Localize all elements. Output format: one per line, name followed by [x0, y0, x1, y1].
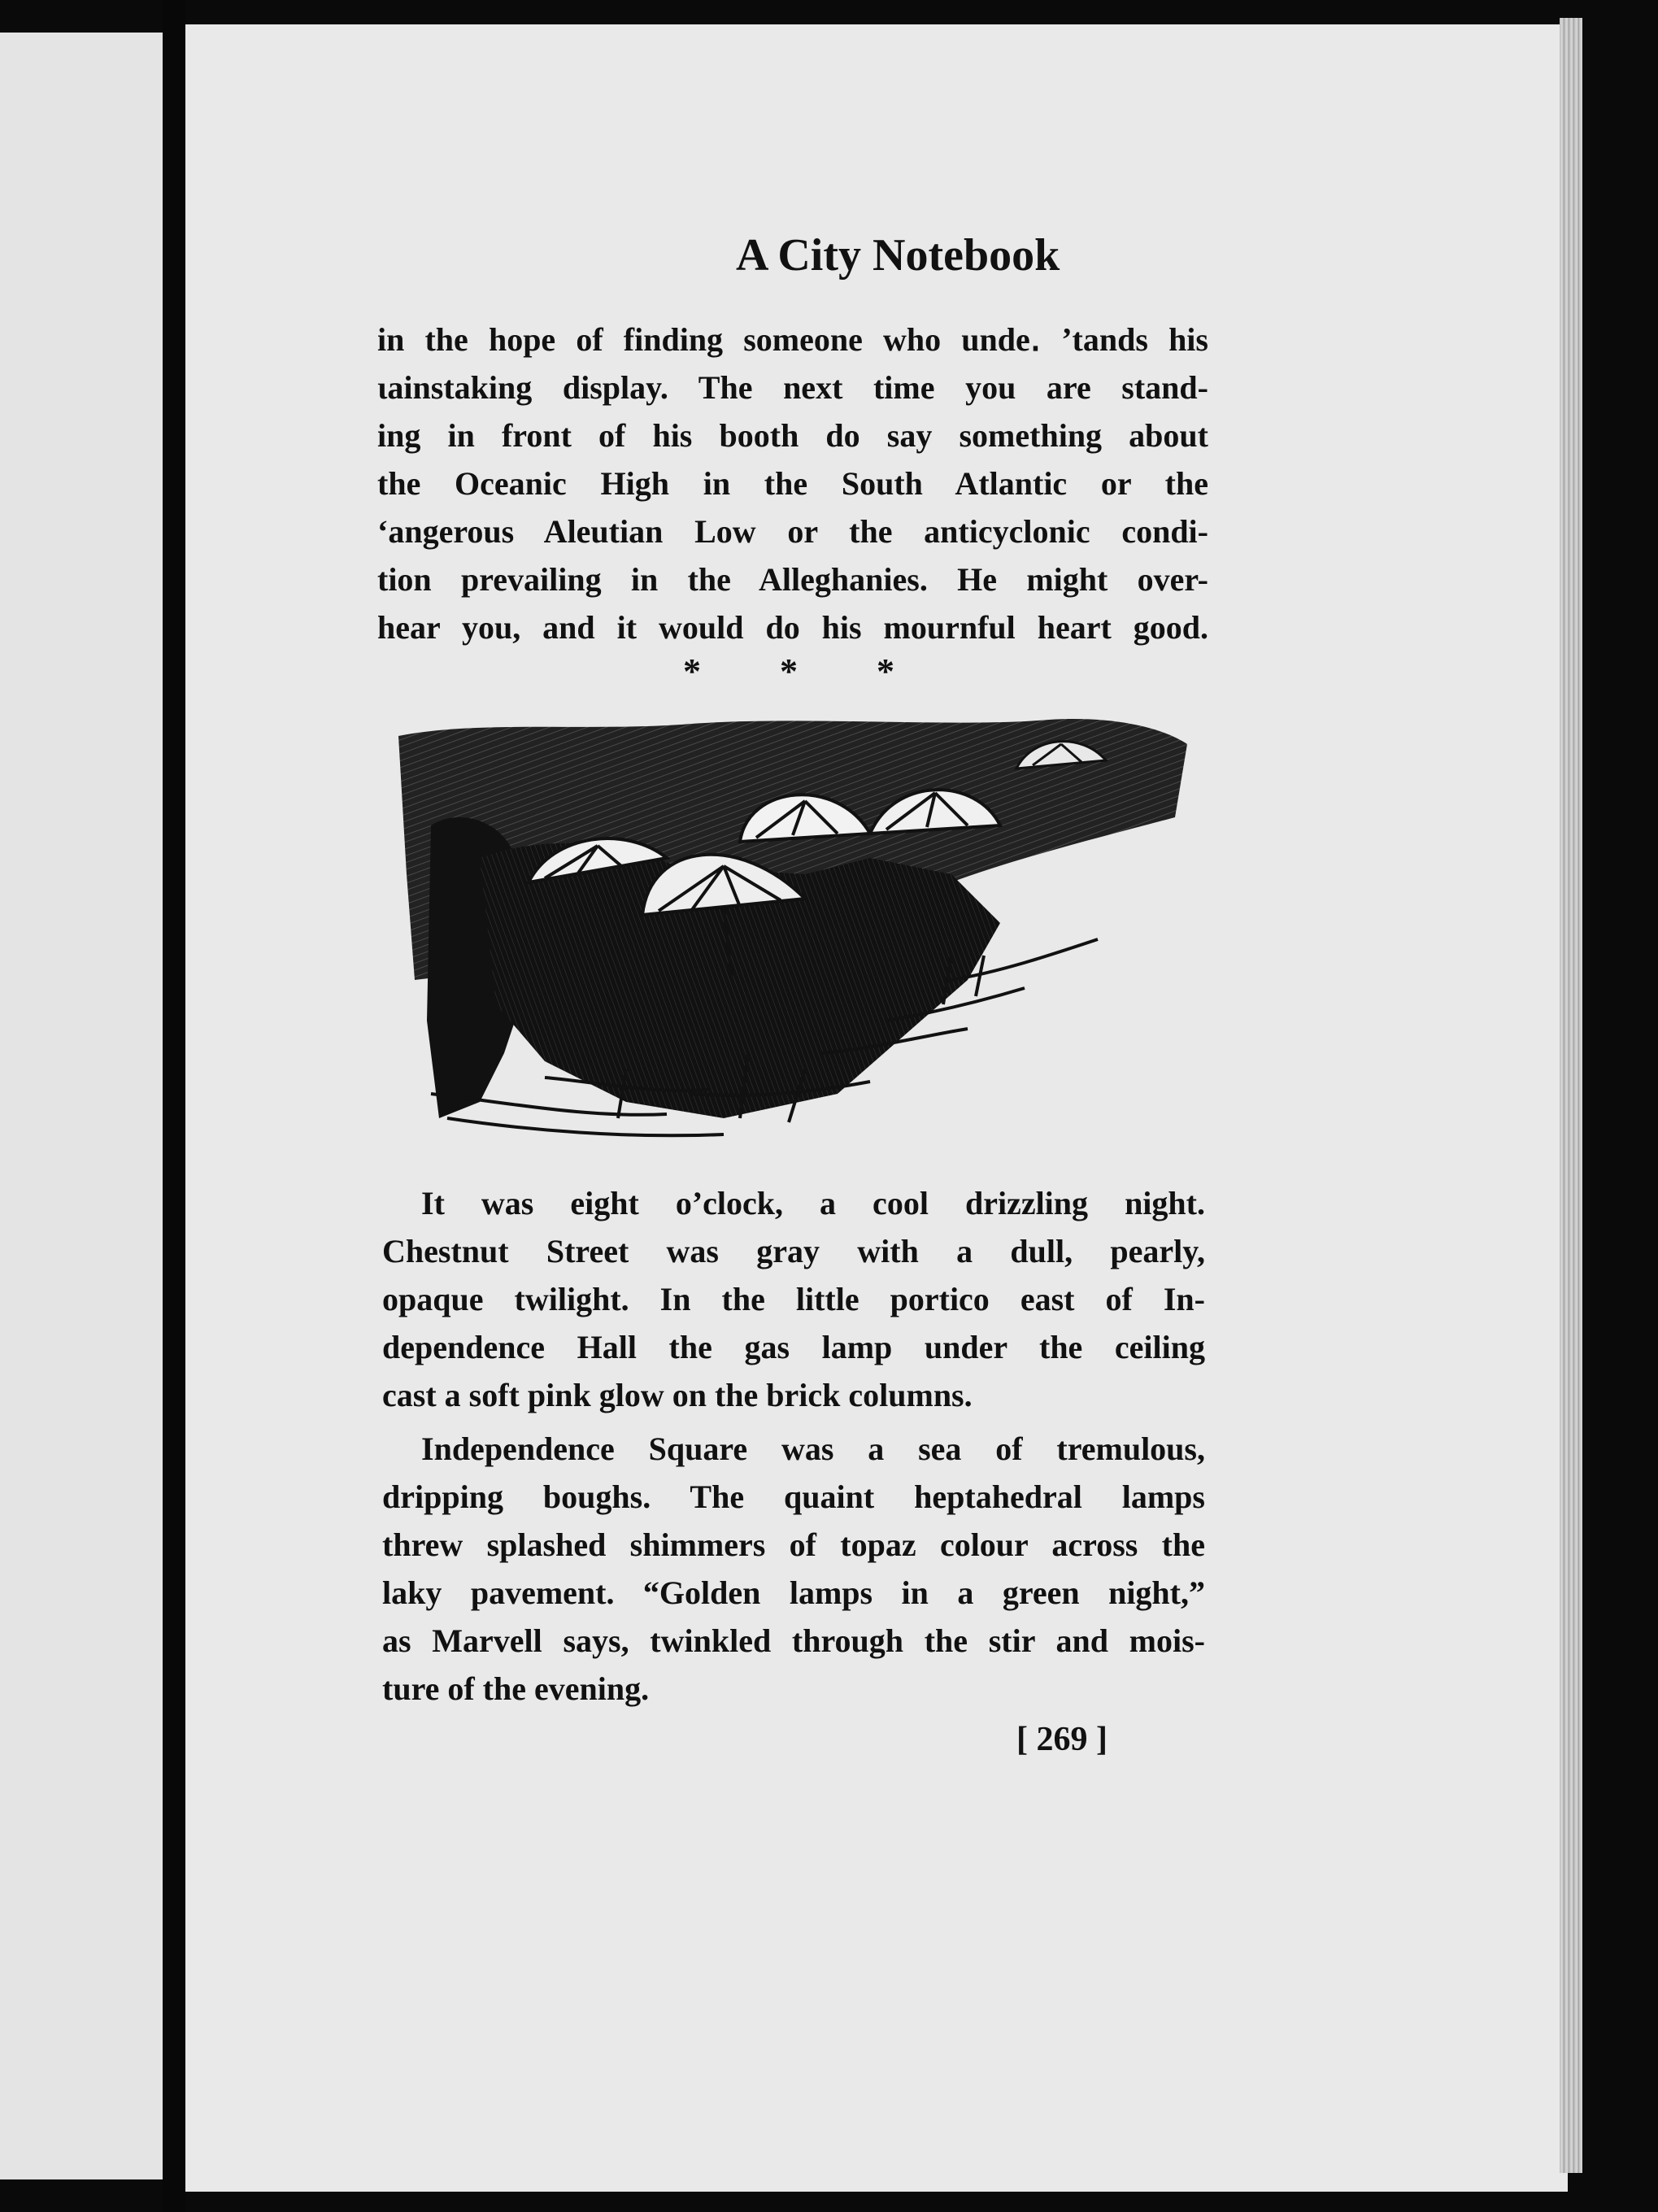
text-line: cast a soft pink glow on the brick columns. [382, 1377, 973, 1413]
text-line: dripping boughs. The quaint heptahedral lamps [382, 1478, 1205, 1515]
page-number: [ 269 ] [1016, 1721, 1108, 1758]
text-line: Chestnut Street was gray with a dull, pearly, [382, 1233, 1205, 1269]
text-line: as Marvell says, twinkled through the stir and mois- [382, 1622, 1205, 1659]
asterisk: * [877, 651, 894, 691]
paragraph [382, 1425, 1205, 1713]
facing-page-edge [0, 33, 163, 2179]
text-line: hear you, and it would do his mournful heart good. [377, 609, 1208, 646]
section-break [683, 651, 894, 692]
asterisk: * [683, 651, 701, 691]
text-line: threw splashed shimmers of topaz colour across the [382, 1526, 1205, 1563]
book-gutter [163, 0, 185, 2212]
paragraph-continued [377, 316, 1208, 651]
text-line: It was eight o’clock, a cool drizzling night. [421, 1185, 1205, 1221]
text-line: ture of the evening. [382, 1670, 650, 1707]
text-line: ɩainstaking display. The next time you are stand- [377, 369, 1208, 406]
paragraph [382, 1179, 1205, 1419]
text-line: ing in front of his booth do say something about [377, 417, 1208, 454]
asterisk: * [780, 651, 798, 691]
text-line: the Oceanic High in the South Atlantic or the [377, 465, 1208, 502]
text-line: opaque twilight. In the little portico east of In- [382, 1281, 1205, 1317]
text-line: dependence Hall the gas lamp under the ceiling [382, 1329, 1205, 1365]
umbrellas-illustration [382, 712, 1195, 1151]
page-stack-edge [1560, 18, 1582, 2173]
text-line: laky pavement. “Golden lamps in a green night,” [382, 1574, 1205, 1611]
text-line: ʻangerous Aleutian Low or the anticyclonic condi- [377, 513, 1208, 550]
text-line: in the hope of finding someone who unde․ ʼtands his [377, 321, 1208, 358]
text-line: tion prevailing in the Alleghanies. He might over- [377, 561, 1208, 598]
text-line: Independence Square was a sea of tremulous, [421, 1430, 1205, 1467]
running-head: A City Notebook [736, 230, 1060, 281]
